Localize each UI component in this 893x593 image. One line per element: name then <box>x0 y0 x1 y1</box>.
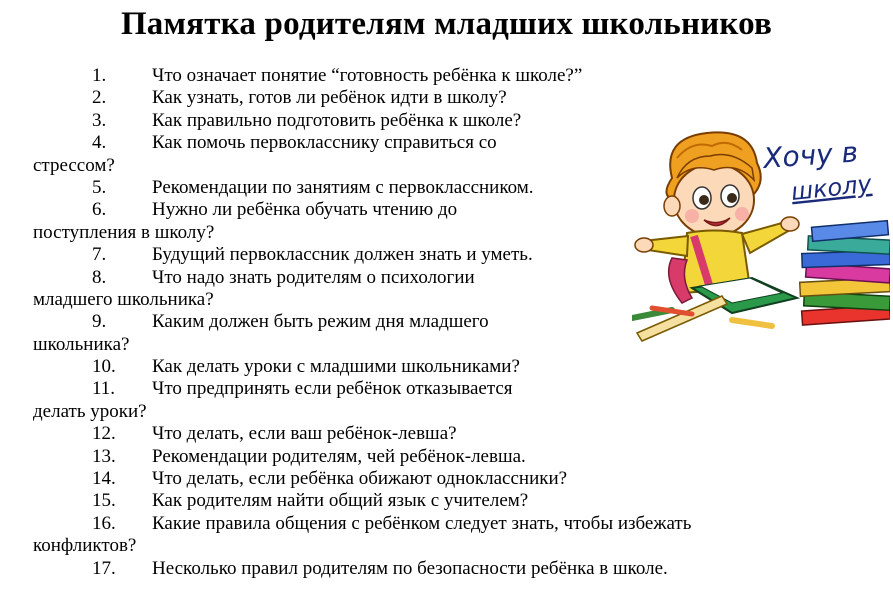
list-item-text: Будущий первоклассник должен знать и уметь. <box>152 244 533 266</box>
list-item-text: Как узнать, готов ли ребёнок идти в школу? <box>152 87 507 109</box>
list-item-continuation: конфликтов? <box>33 535 137 557</box>
list-item-row <box>0 423 893 445</box>
list-item-text: Каким должен быть режим дня младшего <box>152 311 489 333</box>
list-item-row <box>0 446 893 468</box>
list-item-number: 2. <box>92 87 107 109</box>
page-title: Памятка родителям младших школьников <box>120 6 773 42</box>
list-item-text: Рекомендации родителям, чей ребёнок-левша. <box>152 445 526 467</box>
list-item <box>0 513 893 558</box>
list-item-continuation: стрессом? <box>33 154 115 176</box>
handwriting-line1: Хочу в <box>762 135 860 175</box>
list-item-row <box>0 490 893 512</box>
list-item-number: 8. <box>92 266 107 288</box>
list-item-number: 16. <box>92 512 116 534</box>
list-item-text: Что предпринять если ребёнок отказывается <box>152 378 513 400</box>
list-item-text: Что делать, если ребёнка обижают одноклассники? <box>152 468 568 490</box>
list-item-row <box>0 65 893 87</box>
list-item-number: 17. <box>92 557 116 579</box>
list-item-text: Как правильно подготовить ребёнка к школе? <box>152 109 522 131</box>
list-item-row <box>0 87 893 109</box>
list-item <box>0 87 893 109</box>
list-item-number: 5. <box>92 176 107 198</box>
list-item <box>0 446 893 468</box>
child-with-books-illustration <box>632 128 890 350</box>
list-item <box>0 490 893 512</box>
list-item-text: Что надо знать родителям о психологии <box>152 266 475 288</box>
list-item-row <box>0 513 893 535</box>
list-item <box>0 65 893 87</box>
child-head <box>664 132 761 236</box>
desk-items <box>632 278 797 341</box>
list-item-number: 9. <box>92 311 107 333</box>
list-item-text: Как помочь первокласснику справиться со <box>152 132 497 154</box>
list-item-row <box>0 558 893 580</box>
list-item-number: 4. <box>92 132 107 154</box>
handwriting-line2: школу <box>789 169 873 206</box>
list-item-number: 1. <box>92 65 107 86</box>
list-item-text: Как родителям найти общий язык с учителем? <box>152 490 529 512</box>
list-item-number: 12. <box>92 423 116 445</box>
list-item-continuation: делать уроки? <box>33 400 147 422</box>
list-item-continuation: поступления в школу? <box>33 221 215 243</box>
list-item-number: 11. <box>92 378 116 400</box>
list-item-continuation: младшего школьника? <box>33 288 214 310</box>
list-item-number: 10. <box>92 356 116 378</box>
list-item-number: 3. <box>92 109 107 131</box>
list-item <box>0 423 893 445</box>
list-item-number: 14. <box>92 468 116 490</box>
list-item-text: Что делать, если ваш ребёнок-левша? <box>152 423 457 445</box>
list-item <box>0 356 893 378</box>
list-item-number: 7. <box>92 244 107 266</box>
list-item-row <box>0 468 893 490</box>
list-item-text: Что означает понятие “готовность ребёнка к школе?” <box>152 65 583 86</box>
list-item-text: Какие правила общения с ребёнком следует знать, чтобы избежать <box>152 512 692 534</box>
list-item-number: 6. <box>92 199 107 221</box>
list-item-number: 15. <box>92 490 116 512</box>
list-item-row <box>0 378 893 400</box>
list-item-continuation: школьника? <box>33 333 130 355</box>
list-item-number: 13. <box>92 445 116 467</box>
list-item-text: Нужно ли ребёнка обучать чтению до <box>152 199 458 221</box>
list-item <box>0 558 893 580</box>
book-stack <box>800 221 890 325</box>
list-item <box>0 468 893 490</box>
list-item-row <box>0 356 893 378</box>
list-item <box>0 378 893 423</box>
list-item-text: Несколько правил родителям по безопасности ребёнка в школе. <box>152 557 668 579</box>
list-item-text: Как делать уроки с младшими школьниками? <box>152 356 520 378</box>
list-item-text: Рекомендации по занятиям с первоклассником. <box>152 176 534 198</box>
